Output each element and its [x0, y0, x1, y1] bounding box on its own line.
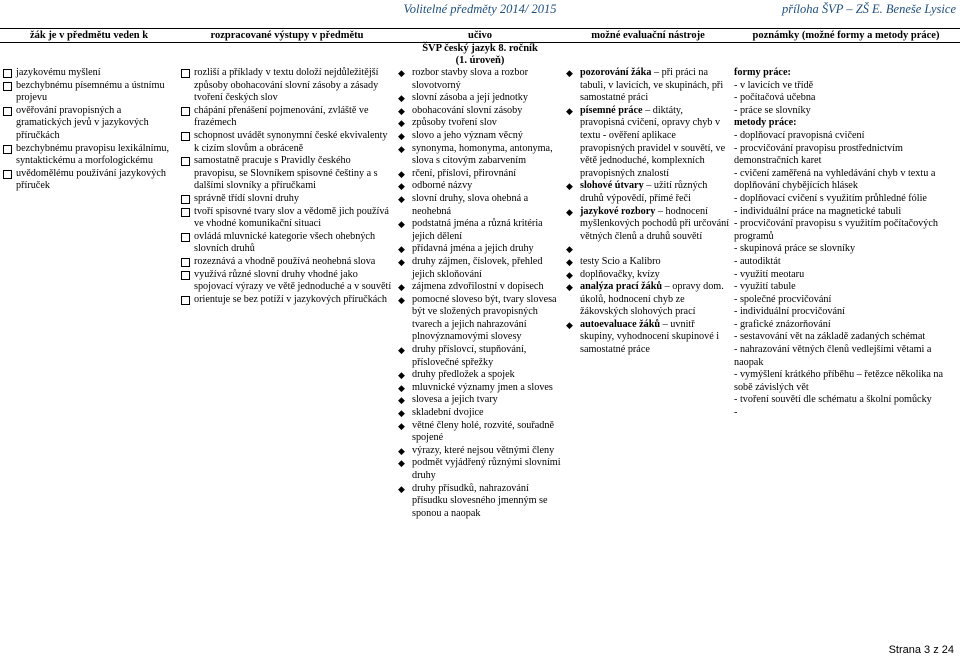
evaluation-item: [566, 256, 730, 269]
evaluation-item-title: analýza prací žáků: [580, 281, 663, 293]
list-item: bezchybnému písemnému a ústnímu projevu: [2, 80, 176, 105]
list-item: rozliší a příklady v textu doloží nejdůležitější způsoby obohacování slovní zásoby a zásady tvoření českých slov: [180, 67, 394, 105]
list-item: ◆ odborné názvy: [398, 180, 562, 193]
list-item: ◆ mluvnické významy jmen a sloves: [398, 382, 562, 395]
page-number: Strana 3 z 24: [888, 644, 954, 656]
list-item: ovládá mluvnické kategorie všech ohebných slovních druhů: [180, 231, 394, 256]
list-item: ◆ způsoby tvoření slov: [398, 117, 562, 130]
list-item: využívá různé slovní druhy vhodné jako spojovací výrazy ve větě jednoduché a v souvětí: [180, 269, 394, 294]
evaluation-item: [566, 105, 730, 181]
note-line: - využití meotaru: [734, 268, 805, 280]
note-line: - doplňovací cvičení s využitím průhledné fólie: [734, 192, 927, 204]
evaluation-item-title: pozorování žáka: [580, 67, 652, 78]
list-item: orientuje se bez potíží v jazykových příručkách: [180, 294, 394, 307]
column-header: rozpracované výstupy v předmětu: [178, 29, 396, 43]
outcomes-cell: [178, 67, 396, 520]
note-line: - grafické znázorňování: [734, 318, 831, 330]
list-item: ◆ pomocné sloveso být, tvary slovesa být ve složených pravopisných tvarech a jejich nahrazování plnovýznamovými slovesy: [398, 294, 562, 344]
note-line: - vymýšlení krátkého příběhu – řetězce několika na sobě závislých vět: [734, 369, 944, 393]
forms-heading: formy práce:: [734, 67, 791, 78]
list-item: samostatně pracuje s Pravidly českého pravopisu, se Slovníkem spisovné češtiny a s dalšími slovníky a příručkami: [180, 155, 394, 193]
list-item: ◆ výrazy, které nejsou větnými členy: [398, 445, 562, 458]
list-item: ◆ synonyma, homonyma, antonyma, slova s citovým zabarvením: [398, 143, 562, 168]
subject-matter-cell: [396, 67, 564, 520]
note-line: - společné procvičování: [734, 293, 832, 305]
evaluation-tools-cell: [564, 67, 732, 520]
curriculum-table: [0, 28, 960, 520]
evaluation-item: [566, 180, 730, 205]
document-title: Volitelné předměty 2014/ 2015: [403, 2, 557, 16]
note-line: - počítačová učebna: [734, 92, 816, 104]
note-line: - doplňovací pravopisná cvičení: [734, 129, 865, 141]
evaluation-item: [566, 269, 730, 282]
evaluation-item: [566, 281, 730, 319]
evaluation-item: [566, 243, 730, 256]
list-item: ◆ podstatná jména a různá kritéria jejich dělení: [398, 218, 562, 243]
list-item: správně třídí slovní druhy: [180, 193, 394, 206]
list-item: ◆ druhy zájmen, číslovek, přehled jejich skloňování: [398, 256, 562, 281]
evaluation-item-text: – při práci na tabuli, v lavicích, ve skupinách, při samostatné práci: [580, 67, 724, 104]
list-item: ◆ rozbor stavby slova a rozbor slovotvorný: [398, 67, 562, 92]
list-item: tvoří spisovné tvary slov a vědomě jich používá ve vhodné komunikační situaci: [180, 206, 394, 231]
note-line: - v lavicích ve třídě: [734, 79, 814, 91]
list-item: ◆ slovní zásoba a její jednotky: [398, 92, 562, 105]
note-line: - individuální práce na magnetické tabuli: [734, 205, 902, 217]
notes-cell: [732, 67, 960, 520]
table-header-row: [0, 29, 960, 43]
note-line: - využití tabule: [734, 281, 796, 293]
note-line: - procvičování pravopisu prostřednictvím demonstračních karet: [734, 142, 903, 167]
list-item: ◆ zájmena zdvořilostní v dopisech: [398, 281, 562, 294]
list-item: ◆ druhy předložek a spojek: [398, 369, 562, 382]
note-line: - individuální procvičování: [734, 306, 845, 318]
evaluation-item-title: jazykové rozbory: [580, 205, 656, 217]
evaluation-item-title: písemné práce: [580, 104, 643, 116]
note-line: - cvičení zaměřená na vyhledávání chyb v textu a doplňování chybějících hlásek: [734, 167, 936, 192]
note-line: - skupinová práce se slovníky: [734, 243, 856, 255]
student-goals-cell: [0, 67, 178, 520]
column-header: poznámky (možné formy a metody práce): [732, 29, 960, 43]
section-header-row: [0, 43, 960, 68]
evaluation-item-text: – užití různých druhů výpovědí, přímé řeči: [580, 180, 708, 204]
list-item: ◆ slovo a jeho význam věcný: [398, 130, 562, 143]
note-line: - práce se slovníky: [734, 104, 811, 116]
evaluation-item-text: – diktáty, pravopisná cvičení, opravy chyb v textu - ověření aplikace pravopisných pravidel v souvětí, ve větě jednoduché, komplexních pravopisných znalostí: [580, 104, 726, 179]
evaluation-item-text: doplňovačky, kvízy: [580, 268, 660, 280]
list-item: rozeznává a vhodně používá neohebná slova: [180, 256, 394, 269]
evaluation-item: [566, 206, 730, 244]
list-item: ◆ slovní druhy, slova ohebná a neohebná: [398, 193, 562, 218]
evaluation-item-title: autoevaluace žáků: [580, 318, 661, 330]
evaluation-item-text: testy Scio a Kalibro: [580, 255, 661, 267]
note-line: -: [734, 407, 738, 419]
list-item: ověřování pravopisných a gramatických jevů v jazykových příručkách: [2, 105, 176, 143]
evaluation-item-text: – hodnocení myšlenkových pochodů při určování větných členů a druhů souvětí: [580, 205, 730, 242]
methods-heading: metody práce:: [734, 117, 797, 129]
evaluation-item-text: – opravy dom. úkolů, hodnocení chyb ze žákovských slohových prací: [580, 281, 724, 318]
list-item: uvědomělému používání jazykových příruček: [2, 168, 176, 193]
list-item: ◆ podmět vyjádřený různými slovními druhy: [398, 457, 562, 482]
list-item: ◆ rčení, přísloví, přirovnání: [398, 168, 562, 181]
list-item: jazykovému myšlení: [2, 67, 176, 80]
list-item: ◆ obohacování slovní zásoby: [398, 105, 562, 118]
note-line: - autodiktát: [734, 255, 781, 267]
list-item: schopnost uvádět synonymní české ekvivalenty k cizím slovům a obráceně: [180, 130, 394, 155]
list-item: ◆ druhy přísudků, nahrazování přísudku slovesného jmenným se sponou a naopak: [398, 483, 562, 521]
list-item: ◆ slovesa a jejich tvary: [398, 394, 562, 407]
evaluation-item: [566, 67, 730, 105]
list-item: chápání přenášení pojmenování, zvláště ve frazémech: [180, 105, 394, 130]
document-attachment-label: příloha ŠVP – ZŠ E. Beneše Lysice: [781, 2, 956, 16]
column-header: žák je v předmětu veden k: [0, 29, 178, 43]
list-item: bezchybnému pravopisu lexikálnímu, syntaktickému a morfologickému: [2, 143, 176, 168]
note-line: - nahrazování větných členů vedlejšími větami a naopak: [734, 344, 932, 368]
section-title: ŠVP český jazyk 8. ročník: [422, 43, 538, 54]
evaluation-item-text: – uvnitř skupiny, vyhodnocení skupinové i samostatné práce: [580, 318, 720, 356]
column-header: učivo: [396, 29, 564, 43]
list-item: ◆ větné členy holé, rozvité, souřadně spojené: [398, 420, 562, 445]
list-item: ◆ přídavná jména a jejich druhy: [398, 243, 562, 256]
note-line: - tvoření souvětí dle schématu a školní pomůcky: [734, 394, 932, 406]
note-line: - procvičování pravopisu s využitím počítačových programů: [734, 218, 938, 242]
page-header: [0, 2, 960, 18]
section-level: (1. úroveň): [455, 55, 505, 66]
evaluation-item: [566, 319, 730, 357]
list-item: ◆ skladební dvojice: [398, 407, 562, 420]
column-header: možné evaluační nástroje: [564, 29, 732, 43]
list-item: ◆ druhy příslovcí, stupňování, příslovečné spřežky: [398, 344, 562, 369]
content-row: [0, 67, 960, 520]
evaluation-item-title: slohové útvary: [580, 180, 644, 192]
note-line: - sestavování vět na základě zadaných schémat: [734, 331, 926, 343]
